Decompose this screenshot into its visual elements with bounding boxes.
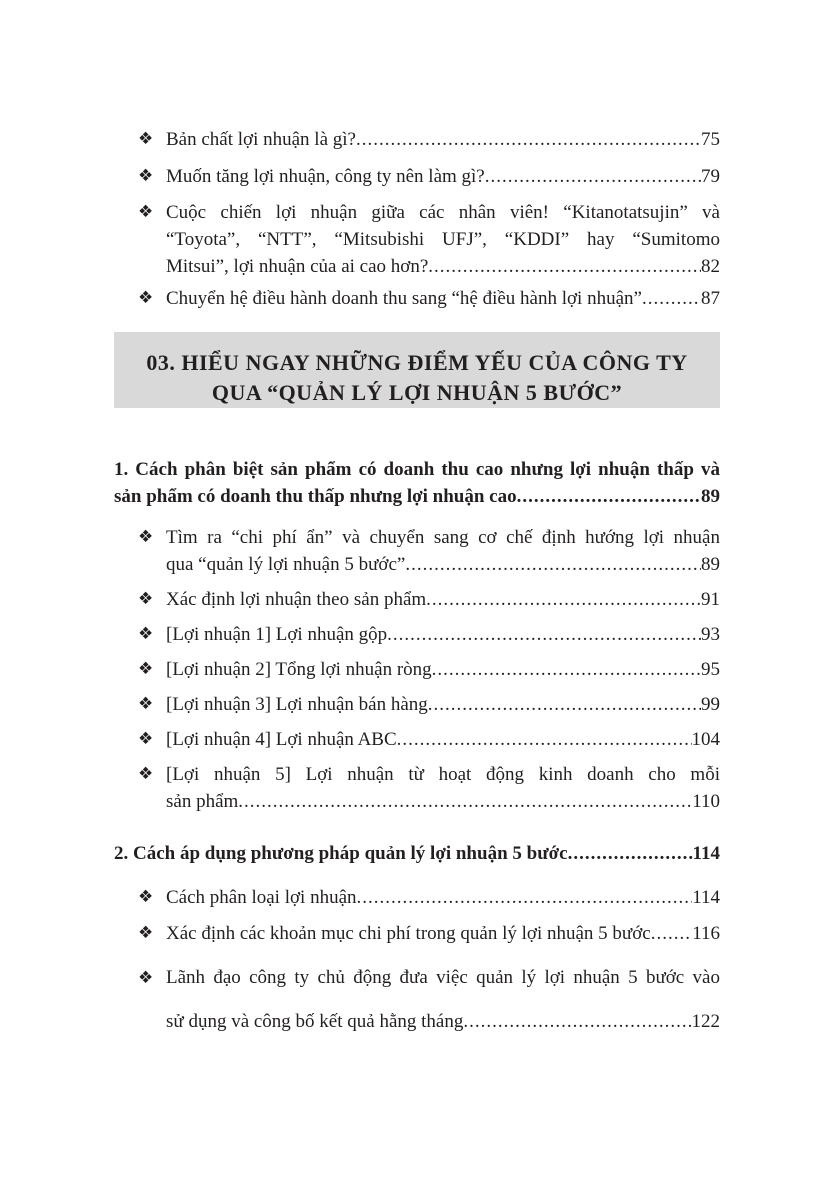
chapter-title-line-1: 03. HIỂU NGAY NHỮNG ĐIỂM YẾU CỦA CÔNG TY [146, 350, 688, 375]
dot-leader [405, 551, 701, 578]
dot-leader [238, 788, 692, 815]
page-number: 82 [701, 256, 720, 277]
toc-entry[interactable] [138, 761, 720, 815]
dot-leader [485, 163, 701, 190]
dot-leader [428, 253, 701, 280]
bullet-icon: ❖ [138, 659, 154, 679]
bullet-icon: ❖ [138, 166, 154, 186]
entry-text: Muốn tăng lợi nhuận, công ty nên làm gì? [166, 166, 485, 187]
page-number: 95 [701, 659, 720, 680]
page-number: 89 [701, 486, 720, 507]
dot-leader [357, 884, 693, 911]
entry-text: [Lợi nhuận 5] Lợi nhuận từ hoạt động kinh doanh cho mỗi [166, 764, 720, 785]
toc-entry[interactable] [138, 920, 720, 947]
page-number: 87 [701, 288, 720, 309]
toc-entry[interactable] [138, 524, 720, 578]
dot-leader [463, 1000, 691, 1044]
section-title: sản phẩm có doanh thu thấp nhưng lợi nhuận cao [114, 486, 517, 507]
section-title: 2. Cách áp dụng phương pháp quản lý lợi nhuận 5 bước [114, 843, 568, 864]
bullet-icon: ❖ [138, 729, 154, 749]
bullet-icon: ❖ [138, 923, 154, 943]
dot-leader [428, 691, 701, 718]
entry-text: [Lợi nhuận 4] Lợi nhuận ABC [166, 729, 397, 750]
entry-text: Cách phân loại lợi nhuận [166, 887, 357, 908]
page-number: 116 [692, 923, 720, 944]
dot-leader [568, 840, 693, 867]
page-number: 114 [692, 887, 720, 908]
entry-text: Xác định các khoản mục chi phí trong quản lý lợi nhuận 5 bước [166, 923, 651, 944]
section-title: 1. Cách phân biệt sản phẩm có doanh thu cao nhưng lợi nhuận thấp và [114, 459, 720, 480]
bullet-icon: ❖ [138, 527, 154, 547]
entry-text: Bản chất lợi nhuận là gì? [166, 129, 356, 150]
entry-text: Chuyển hệ điều hành doanh thu sang “hệ điều hành lợi nhuận” [166, 288, 642, 309]
toc-entry[interactable] [138, 884, 720, 911]
entry-text: Xác định lợi nhuận theo sản phẩm [166, 589, 427, 610]
bullet-icon: ❖ [138, 764, 154, 784]
dot-leader [397, 726, 692, 753]
bullet-icon: ❖ [138, 968, 154, 988]
toc-entry[interactable] [138, 163, 720, 190]
page-number: 114 [692, 843, 720, 864]
dot-leader [387, 621, 701, 648]
toc-entry[interactable] [138, 726, 720, 753]
bullet-icon: ❖ [138, 589, 154, 609]
dot-leader [426, 586, 701, 613]
toc-entry[interactable] [138, 691, 720, 718]
page-number: 104 [691, 729, 720, 750]
page-number: 99 [701, 694, 720, 715]
entry-text: [Lợi nhuận 3] Lợi nhuận bán hàng [166, 694, 428, 715]
toc-entry[interactable] [138, 199, 720, 280]
bullet-icon: ❖ [138, 202, 154, 222]
toc-entry[interactable] [138, 956, 720, 1044]
entry-text: “Toyota”, “NTT”, “Mitsubishi UFJ”, “KDDI” hay “Sumitomo [166, 229, 720, 250]
entry-text: sử dụng và công bố kết quả hằng tháng [166, 1011, 464, 1032]
chapter-title-line-2: QUA “QUẢN LÝ LỢI NHUẬN 5 BƯỚC” [211, 380, 623, 405]
bullet-icon: ❖ [138, 694, 154, 714]
dot-leader [356, 126, 701, 153]
toc-entry[interactable] [138, 656, 720, 683]
page-number: 93 [701, 624, 720, 645]
entry-text: Mitsui”, lợi nhuận của ai cao hơn? [166, 256, 429, 277]
page-number: 122 [691, 1011, 720, 1032]
toc-entry[interactable] [138, 285, 720, 312]
dot-leader [432, 656, 701, 683]
entry-text: Tìm ra “chi phí ẩn” và chuyển sang cơ chế định hướng lợi nhuận [166, 527, 720, 548]
page-number: 89 [701, 554, 720, 575]
dot-leader [517, 483, 701, 510]
page-number: 91 [701, 589, 720, 610]
bullet-icon: ❖ [138, 624, 154, 644]
entry-text: qua “quản lý lợi nhuận 5 bước” [166, 554, 406, 575]
page-number: 110 [692, 791, 720, 812]
dot-leader [642, 285, 701, 312]
section-heading-2[interactable] [114, 840, 720, 867]
page-number: 79 [701, 166, 720, 187]
toc-entry[interactable] [138, 621, 720, 648]
entry-text: [Lợi nhuận 1] Lợi nhuận gộp [166, 624, 388, 645]
entry-text: Lãnh đạo công ty chủ động đưa việc quản lý lợi nhuận 5 bước vào [166, 967, 720, 988]
entry-text: sản phẩm [166, 791, 239, 812]
section-heading-1[interactable] [114, 456, 720, 510]
entry-text: [Lợi nhuận 2] Tổng lợi nhuận ròng [166, 659, 432, 680]
bullet-icon: ❖ [138, 288, 154, 308]
chapter-banner[interactable] [114, 332, 720, 408]
page-number: 75 [701, 129, 720, 150]
bullet-icon: ❖ [138, 887, 154, 907]
toc-entry[interactable] [138, 126, 720, 153]
dot-leader [651, 920, 693, 947]
bullet-icon: ❖ [138, 129, 154, 149]
entry-text: Cuộc chiến lợi nhuận giữa các nhân viên! “Kitanotatsujin” và [166, 202, 720, 223]
toc-entry[interactable] [138, 586, 720, 613]
